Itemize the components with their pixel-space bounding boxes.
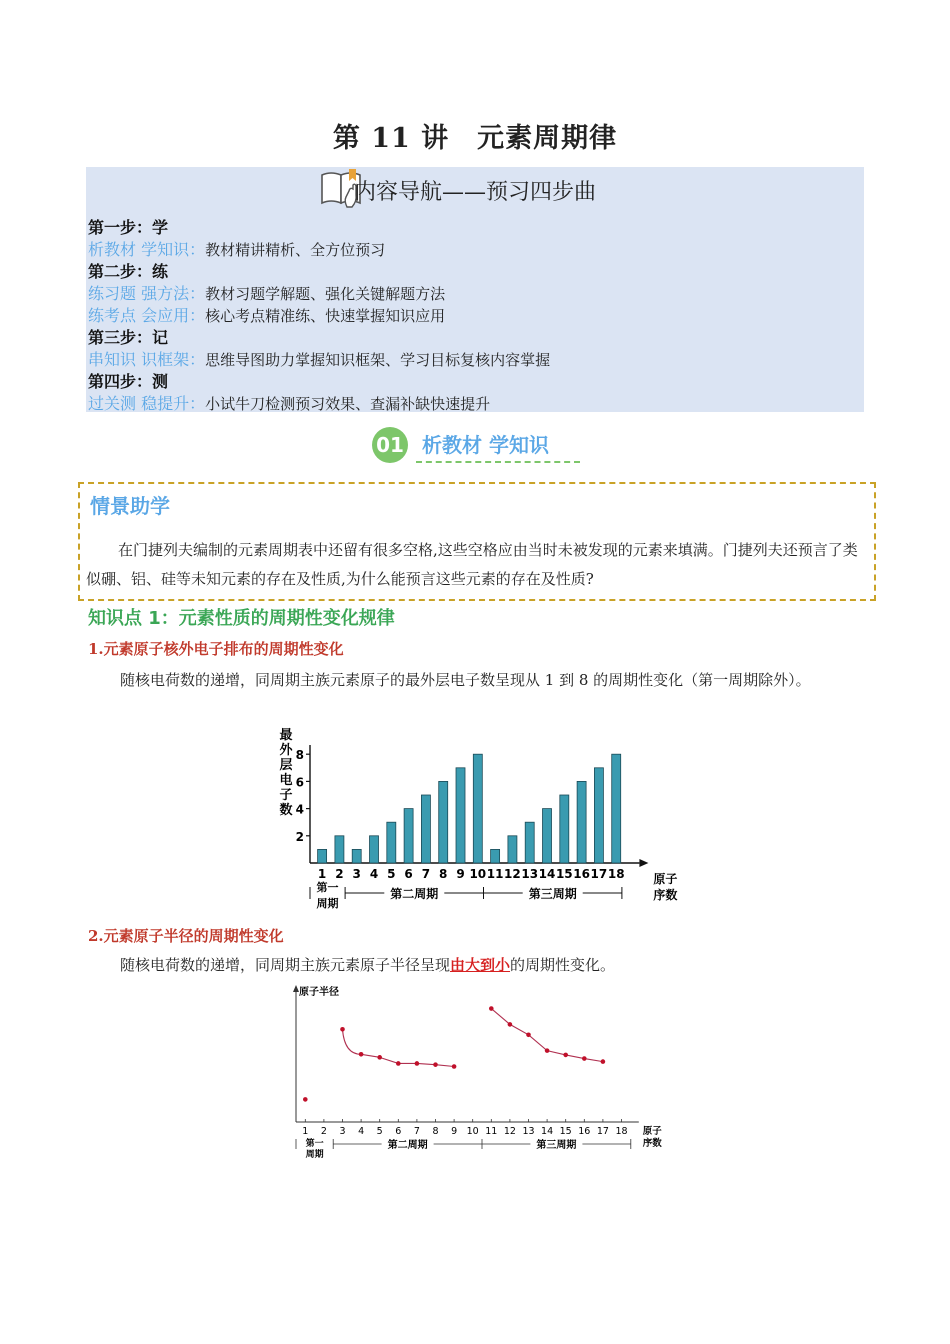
data-point xyxy=(545,1048,550,1053)
content-navigation-panel xyxy=(86,167,864,412)
bar xyxy=(335,836,344,863)
x-tick-label: 7 xyxy=(413,1126,420,1137)
bar xyxy=(421,795,430,863)
x-tick-label: 14 xyxy=(541,1126,554,1137)
y-axis-label-char: 外 xyxy=(279,743,293,758)
data-point xyxy=(526,1032,531,1037)
electron-bar-chart xyxy=(270,725,680,915)
bar xyxy=(612,754,621,863)
data-point xyxy=(340,1027,345,1032)
data-point xyxy=(415,1061,420,1066)
page-title: 第 11 讲 元素周期律 xyxy=(332,123,618,154)
x-tick-label: 12 xyxy=(503,1126,516,1137)
bar xyxy=(456,768,465,863)
bar xyxy=(508,836,517,863)
x-tick-label: 18 xyxy=(607,867,625,881)
chart1-ylabel xyxy=(279,728,293,818)
paragraph-electron: 随核电荷数的递增，同周期主族元素原子的最外层电子数呈现从 1 到 8 的周期性变化（第一周期除外）。 xyxy=(120,671,811,689)
bar xyxy=(318,849,327,863)
x-axis-label: 序数 xyxy=(642,1138,662,1149)
section-label: 析教材 学知识 xyxy=(422,433,549,457)
y-axis-label: 原子半径 xyxy=(299,987,339,998)
x-tick-label: 4 xyxy=(369,867,379,881)
section-badge xyxy=(372,425,582,467)
subheading-radius: 2.元素原子半径的周期性变化 xyxy=(88,927,284,945)
y-axis-label-char: 层 xyxy=(279,758,293,773)
period-label: 第三周期 xyxy=(528,887,577,901)
bar xyxy=(370,836,379,863)
data-point xyxy=(433,1062,438,1067)
x-tick-label: 10 xyxy=(469,867,487,881)
x-tick-label: 2 xyxy=(320,1126,327,1137)
nav-item: 练习题 强方法：教材习题学解题、强化关键解题方法 xyxy=(88,284,446,303)
x-tick-label: 18 xyxy=(615,1126,628,1137)
period-label: 第一 xyxy=(316,881,339,894)
bar xyxy=(473,754,482,863)
y-axis-label-char: 数 xyxy=(279,803,293,818)
nav-step-3: 第三步：记 xyxy=(88,328,169,347)
bar xyxy=(439,781,448,863)
x-tick-label: 8 xyxy=(432,1126,439,1137)
x-axis-label: 序数 xyxy=(653,888,678,902)
subheading-electron: 1.元素原子核外电子排布的周期性变化 xyxy=(88,640,344,658)
highlight-text: 由大到小 xyxy=(450,956,511,974)
nav-item: 析教材 学知识：教材精讲精析、全方位预习 xyxy=(88,240,386,259)
x-tick-label: 15 xyxy=(559,1126,572,1137)
data-point xyxy=(582,1056,587,1061)
paragraph-radius: 随核电荷数的递增，同周期主族元素原子半径呈现由大到小的周期性变化。 xyxy=(120,956,616,974)
y-tick-label: 8 xyxy=(295,748,304,763)
x-tick-label: 9 xyxy=(456,867,465,881)
x-tick-label: 1 xyxy=(317,867,327,881)
x-tick-label: 17 xyxy=(596,1126,609,1137)
data-point xyxy=(452,1064,457,1069)
data-point xyxy=(489,1006,494,1011)
period-label: 周期 xyxy=(305,1150,324,1160)
y-axis-label-char: 子 xyxy=(279,788,293,803)
y-tick-label: 4 xyxy=(295,802,304,817)
x-tick-label: 15 xyxy=(555,867,573,881)
nav-step-2: 第二步：练 xyxy=(88,262,169,281)
y-tick-label: 2 xyxy=(295,829,304,844)
data-point xyxy=(359,1052,364,1057)
data-point xyxy=(508,1022,513,1027)
x-tick-label: 13 xyxy=(522,1126,535,1137)
period-label: 第一 xyxy=(305,1139,324,1149)
scene-text: 在门捷列夫编制的元素周期表中还留有很多空格,这些空格应由当时未被发现的元素来填满。门捷列夫还预言了类似硼、铝、硅等未知元素的存在及性质,为什么能预言这些元素的存在及性质? xyxy=(86,541,858,588)
bar xyxy=(577,781,586,863)
bar xyxy=(491,849,500,863)
x-tick-label: 10 xyxy=(466,1126,479,1137)
x-tick-label: 9 xyxy=(451,1126,458,1137)
nav-item: 过关测 稳提升：小试牛刀检测预习效果、查漏补缺快速提升 xyxy=(88,394,491,413)
x-tick-label: 5 xyxy=(376,1126,383,1137)
scene-box xyxy=(78,482,876,601)
x-tick-label: 11 xyxy=(486,867,504,881)
knowledge-point-heading: 知识点 1：元素性质的周期性变化规律 xyxy=(88,608,395,629)
section-number: 01 xyxy=(372,427,408,463)
nav-step-1: 第一步：学 xyxy=(88,218,169,237)
bar xyxy=(525,822,534,863)
x-tick-label: 4 xyxy=(358,1126,365,1137)
badge-underline xyxy=(416,461,580,463)
data-point xyxy=(377,1055,382,1060)
nav-item: 练考点 会应用：核心考点精准练、快速掌握知识应用 xyxy=(88,306,446,325)
x-tick-label: 5 xyxy=(387,867,396,881)
x-tick-label: 16 xyxy=(573,867,590,881)
x-tick-label: 13 xyxy=(521,867,539,881)
bar xyxy=(543,809,552,863)
period-label: 第三周期 xyxy=(536,1140,577,1151)
bar xyxy=(404,809,413,863)
bar xyxy=(594,768,603,863)
x-tick-label: 7 xyxy=(421,867,431,881)
x-axis-label: 原子 xyxy=(642,1126,662,1137)
x-tick-label: 6 xyxy=(395,1126,402,1137)
x-tick-label: 8 xyxy=(439,867,448,881)
period-label: 第二周期 xyxy=(387,1140,428,1151)
y-tick-label: 6 xyxy=(295,775,304,790)
data-point xyxy=(563,1053,568,1058)
x-axis-label: 原子 xyxy=(653,872,678,886)
nav-heading: 内容导航——预习四步曲 xyxy=(353,180,596,205)
period-label: 第二周期 xyxy=(390,887,439,901)
bar xyxy=(352,849,361,863)
y-axis-label-char: 电 xyxy=(279,773,293,788)
x-tick-label: 3 xyxy=(339,1126,346,1137)
nav-step-4: 第四步：测 xyxy=(88,372,169,391)
series-line xyxy=(491,1009,603,1062)
x-tick-label: 17 xyxy=(590,867,608,881)
nav-item: 串知识 识框架：思维导图助力掌握知识框架、学习目标复核内容掌握 xyxy=(88,350,551,369)
data-point xyxy=(303,1097,308,1102)
data-point xyxy=(396,1061,401,1066)
x-tick-label: 2 xyxy=(335,867,344,881)
radius-line-chart xyxy=(278,982,678,1164)
data-point xyxy=(601,1059,606,1064)
bar xyxy=(387,822,396,863)
x-tick-label: 11 xyxy=(485,1126,498,1137)
x-tick-label: 16 xyxy=(578,1126,591,1137)
x-tick-label: 14 xyxy=(538,867,556,881)
x-tick-label: 1 xyxy=(302,1126,309,1137)
x-tick-label: 6 xyxy=(404,867,413,881)
bar xyxy=(560,795,569,863)
x-tick-label: 3 xyxy=(352,867,361,881)
y-axis-label-char: 最 xyxy=(279,728,293,743)
scene-title: 情景助学 xyxy=(90,494,170,518)
x-axis-arrow xyxy=(639,859,648,867)
x-tick-label: 12 xyxy=(504,867,521,881)
period-label: 周期 xyxy=(316,897,339,910)
series-line xyxy=(343,1029,455,1066)
